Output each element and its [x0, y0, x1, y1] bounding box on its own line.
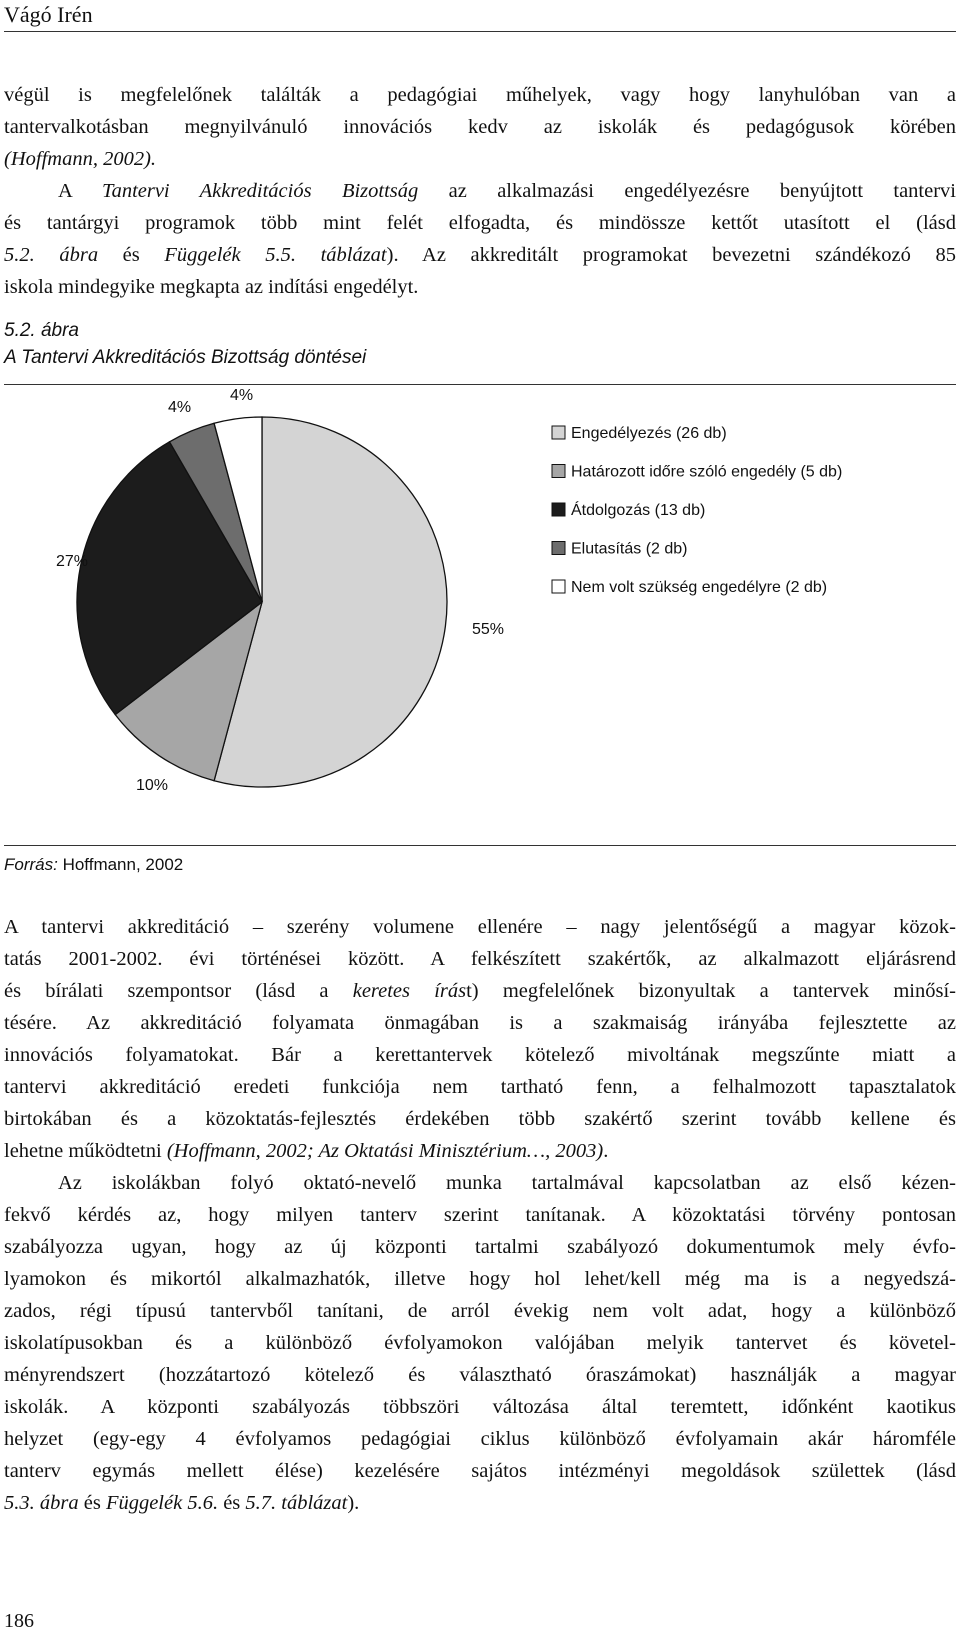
- running-head: Vágó Irén: [4, 2, 93, 27]
- paragraph-3: [4, 911, 956, 1167]
- paragraph-line: A tantervi akkreditáció – szerény volumene ellenére – nagy jelentőségű a magyar közok-: [4, 916, 956, 938]
- table-reference: Függelék 5.5. táblázat: [164, 244, 387, 266]
- paragraph-line: ményrendszert (hozzátartozó kötelező és választható óraszámokat) használják a magyar: [4, 1364, 956, 1386]
- paragraph-1: [4, 79, 956, 175]
- paragraph-line: (Hoffmann, 2002).: [4, 148, 157, 170]
- pie-slice-label: 55%: [472, 621, 505, 638]
- paragraph-line: tatás 2001-2002. évi történései között. A felkészített szakértők, az alkalmazott eljárásrend: [4, 948, 956, 970]
- paragraph-line: Az iskolákban folyó oktató-nevelő munka tartalmával kapcsolatban az első kézen-: [58, 1172, 956, 1194]
- pie-slice-label: 10%: [136, 777, 169, 794]
- paragraph-line: iskolatípusokban és a különböző évfolyamokon valójában melyik tantervet és követel-: [4, 1332, 956, 1354]
- pie-chart: [0, 386, 960, 844]
- pie-slice-label: 4%: [168, 399, 192, 416]
- paragraph-line: szabályozza ugyan, hogy az új központi tartalmi szabályozó dokumentumok mely évfo-: [4, 1236, 956, 1258]
- paragraph-line: A Tantervi Akkreditációs Bizottság az alkalmazási engedélyezésre benyújtott tantervi: [58, 180, 956, 202]
- paragraph-line: birtokában és a közoktatás-fejlesztés érdekében több szakértő szerint tovább kellene és: [4, 1108, 956, 1130]
- pie-slice-label: 4%: [230, 387, 254, 404]
- legend-entry: Átdolgozás (13 db): [571, 502, 706, 519]
- figure-bottom-rule: [4, 845, 956, 846]
- paragraph-line: fekvő kérdés az, hogy milyen tanterv szerint tanítanak. A közoktatási törvény pontosan: [4, 1204, 956, 1226]
- paragraph-line: iskola mindegyike megkapta az indítási engedélyt.: [4, 276, 419, 298]
- figure-reference: 5.2. ábra: [4, 244, 99, 266]
- paragraph-line: tantervi akkreditáció eredeti funkciója nem tartható fenn, a felhalmozott tapasztalatok: [4, 1076, 956, 1098]
- legend-swatch: [552, 542, 565, 555]
- page-number: 186: [4, 1610, 34, 1632]
- paragraph-line: iskolák. A központi szabályozás többszöri változása által teremtett, időnként kaotikus: [4, 1396, 956, 1418]
- paragraph-4: [4, 1167, 956, 1519]
- paragraph-line: innovációs folyamatokat. Bár a kerettantervek kötelező mivoltának megszűnte miatt a: [4, 1044, 956, 1066]
- paragraph-line: tantervalkotásban megnyilvánuló innovációs kedv az iskolák és pedagógusok körében: [4, 116, 956, 138]
- paragraph-line: 5.3. ábra és Függelék 5.6. és 5.7. táblázat).: [4, 1492, 360, 1514]
- figure-title: A Tantervi Akkreditációs Bizottság döntései: [4, 347, 367, 368]
- figure-source: Forrás: Hoffmann, 2002: [4, 855, 184, 874]
- legend-swatch: [552, 503, 565, 516]
- legend-entry: Nem volt szükség engedélyre (2 db): [571, 579, 828, 596]
- pie-slice-label: 27%: [56, 553, 89, 570]
- paragraph-line: 5.2. ábra és Függelék 5.5. táblázat). Az akkreditált programokat bevezetni szándékozó 85: [4, 244, 956, 266]
- table-reference: Függelék 5.6.: [105, 1492, 219, 1514]
- paragraph-line: végül is megfelelőnek találták a pedagógiai műhelyek, vagy hogy lanyhulóban van a: [4, 84, 956, 106]
- citation: (Hoffmann, 2002; Az Oktatási Minisztérium…, 2003): [166, 1140, 604, 1162]
- paragraph-line: lyamokon és mikortól alkalmazhatók, illetve hogy hol lehet/kell még ma is a negyedszá-: [4, 1268, 956, 1290]
- legend-entry: Engedélyezés (26 db): [571, 425, 727, 442]
- figure-reference: 5.3. ábra: [4, 1492, 79, 1514]
- paragraph-2: [4, 175, 956, 303]
- italic-term: keretes írás: [352, 980, 467, 1002]
- paragraph-line: és tantárgyi programok több mint felét elfogadta, és mindössze kettőt utasított el (lásd: [4, 212, 956, 234]
- legend-swatch: [552, 465, 565, 478]
- figure-number: 5.2. ábra: [4, 320, 79, 341]
- table-reference: 5.7. táblázat: [245, 1492, 348, 1514]
- paragraph-line: helyzet (egy-egy 4 évfolyamos pedagógiai ciklus különböző évfolyamain akár háromféle: [4, 1428, 956, 1450]
- legend-swatch: [552, 580, 565, 593]
- figure-top-rule: [4, 384, 956, 385]
- legend-entry: Elutasítás (2 db): [571, 540, 688, 558]
- paragraph-line: tanterv egymás mellett élése) kezelésére sajátos intézményi megoldások születtek (lásd: [4, 1460, 956, 1482]
- header-rule: [4, 31, 956, 32]
- italic-term: Tantervi Akkreditációs Bizottság: [102, 180, 419, 202]
- legend-swatch: [552, 426, 565, 439]
- legend-entry: Határozott időre szóló engedély (5 db): [571, 463, 843, 481]
- paragraph-line: zados, régi típusú tantervből tanítani, de arról évekig nem volt adat, hogy a különböző: [4, 1300, 956, 1322]
- paragraph-line: tésére. Az akkreditáció folyamata önmagában is a szakmaiság irányába fejlesztette az: [4, 1012, 956, 1034]
- paragraph-line: és bírálati szempontsor (lásd a keretes írást) megfelelőnek bizonyultak a tantervek minősí-: [4, 980, 956, 1002]
- paragraph-line: lehetne működtetni (Hoffmann, 2002; Az Oktatási Minisztérium…, 2003).: [4, 1140, 609, 1162]
